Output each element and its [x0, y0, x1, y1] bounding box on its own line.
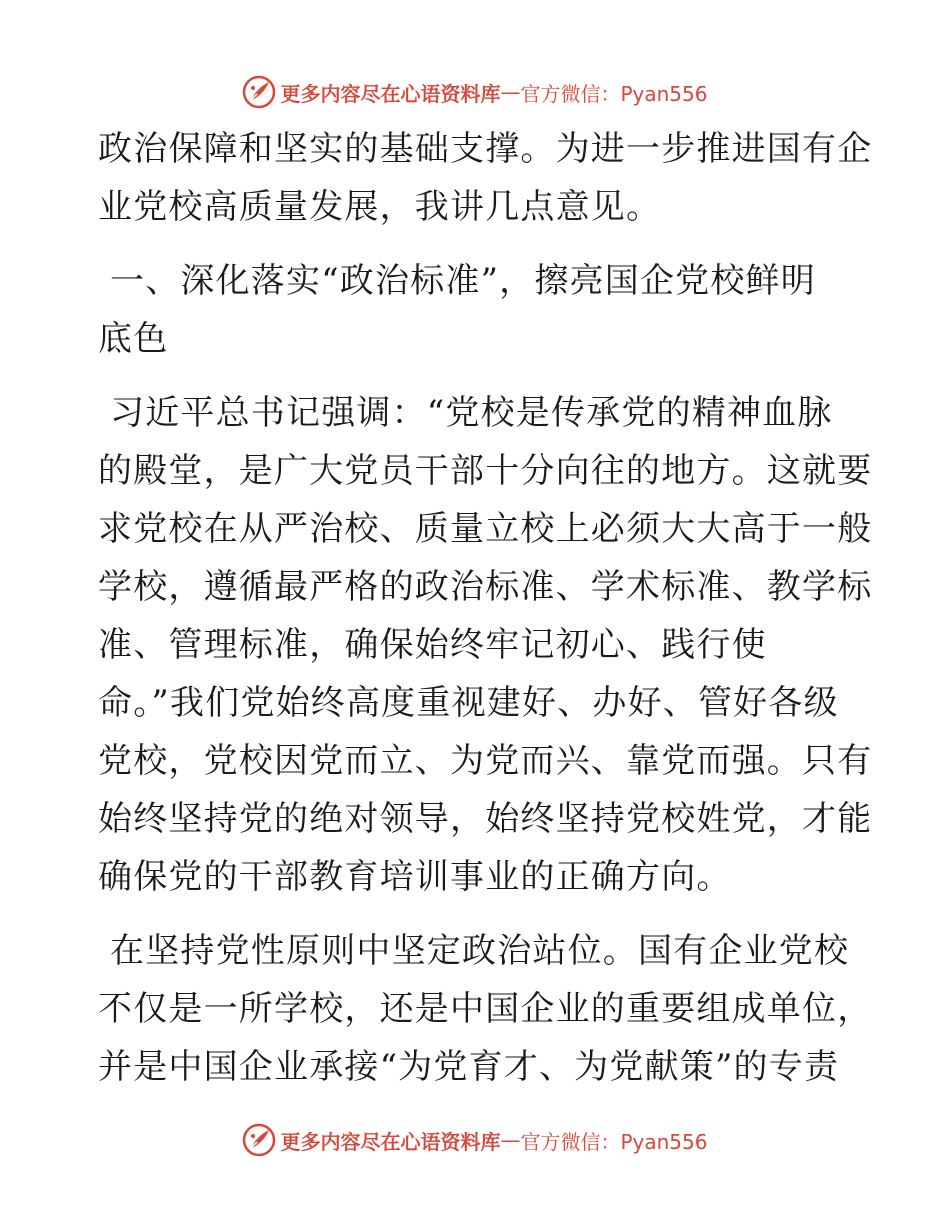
quill-logo-icon	[242, 75, 276, 109]
heading-line: 底色	[98, 319, 169, 359]
text-line: 政治保障和坚实的基础支撑。为进一步推进国有企	[98, 129, 873, 169]
banner-wechat-text: 官方微信：Pyan556	[520, 81, 708, 106]
paragraph	[98, 120, 873, 236]
paragraph	[98, 384, 873, 906]
text-line: 党校，党校因党而立、为党而兴、靠党而强。只有	[98, 741, 873, 781]
text-line: 的殿堂，是广大党员干部十分向往的地方。这就要	[98, 451, 873, 491]
paragraph	[98, 922, 873, 1096]
text-line: 业党校高质量发展，我讲几点意见。	[98, 187, 662, 227]
footer-banner	[0, 1120, 950, 1160]
text-line: 在坚持党性原则中坚定政治站位。国有企业党校	[110, 931, 850, 971]
banner-wechat-text: 官方微信：Pyan556	[520, 1129, 708, 1154]
section-heading	[98, 252, 858, 368]
banner-site-text: 更多内容尽在心语资料库	[280, 81, 501, 106]
header-banner	[0, 72, 950, 112]
text-line: 习近平总书记强调：“党校是传承党的精神血脉	[110, 393, 833, 433]
text-line: 求党校在从严治校、质量立校上必须大大高于一般	[98, 509, 873, 549]
text-line: 并是中国企业承接“为党育才、为党献策”的专责	[98, 1047, 840, 1087]
text-line: 准、管理标准，确保始终牢记初心、践行使	[98, 625, 767, 665]
text-line: 命。”我们党始终高度重视建好、办好、管好各级	[98, 683, 839, 723]
text-line: 学校，遵循最严格的政治标准、学术标准、教学标	[98, 567, 873, 607]
banner-separator: —	[500, 1128, 521, 1152]
text-line: 始终坚持党的绝对领导，始终坚持党校姓党，才能	[98, 799, 873, 839]
heading-line: 一、深化落实“政治标准”，擦亮国企党校鲜明	[110, 261, 816, 301]
text-line: 确保党的干部教育培训事业的正确方向。	[98, 857, 732, 897]
banner-site-text: 更多内容尽在心语资料库	[280, 1129, 501, 1154]
banner-separator: —	[500, 80, 521, 104]
document-body	[98, 120, 873, 1096]
text-line: 不仅是一所学校，还是中国企业的重要组成单位，	[98, 989, 873, 1029]
quill-logo-icon	[242, 1123, 276, 1157]
